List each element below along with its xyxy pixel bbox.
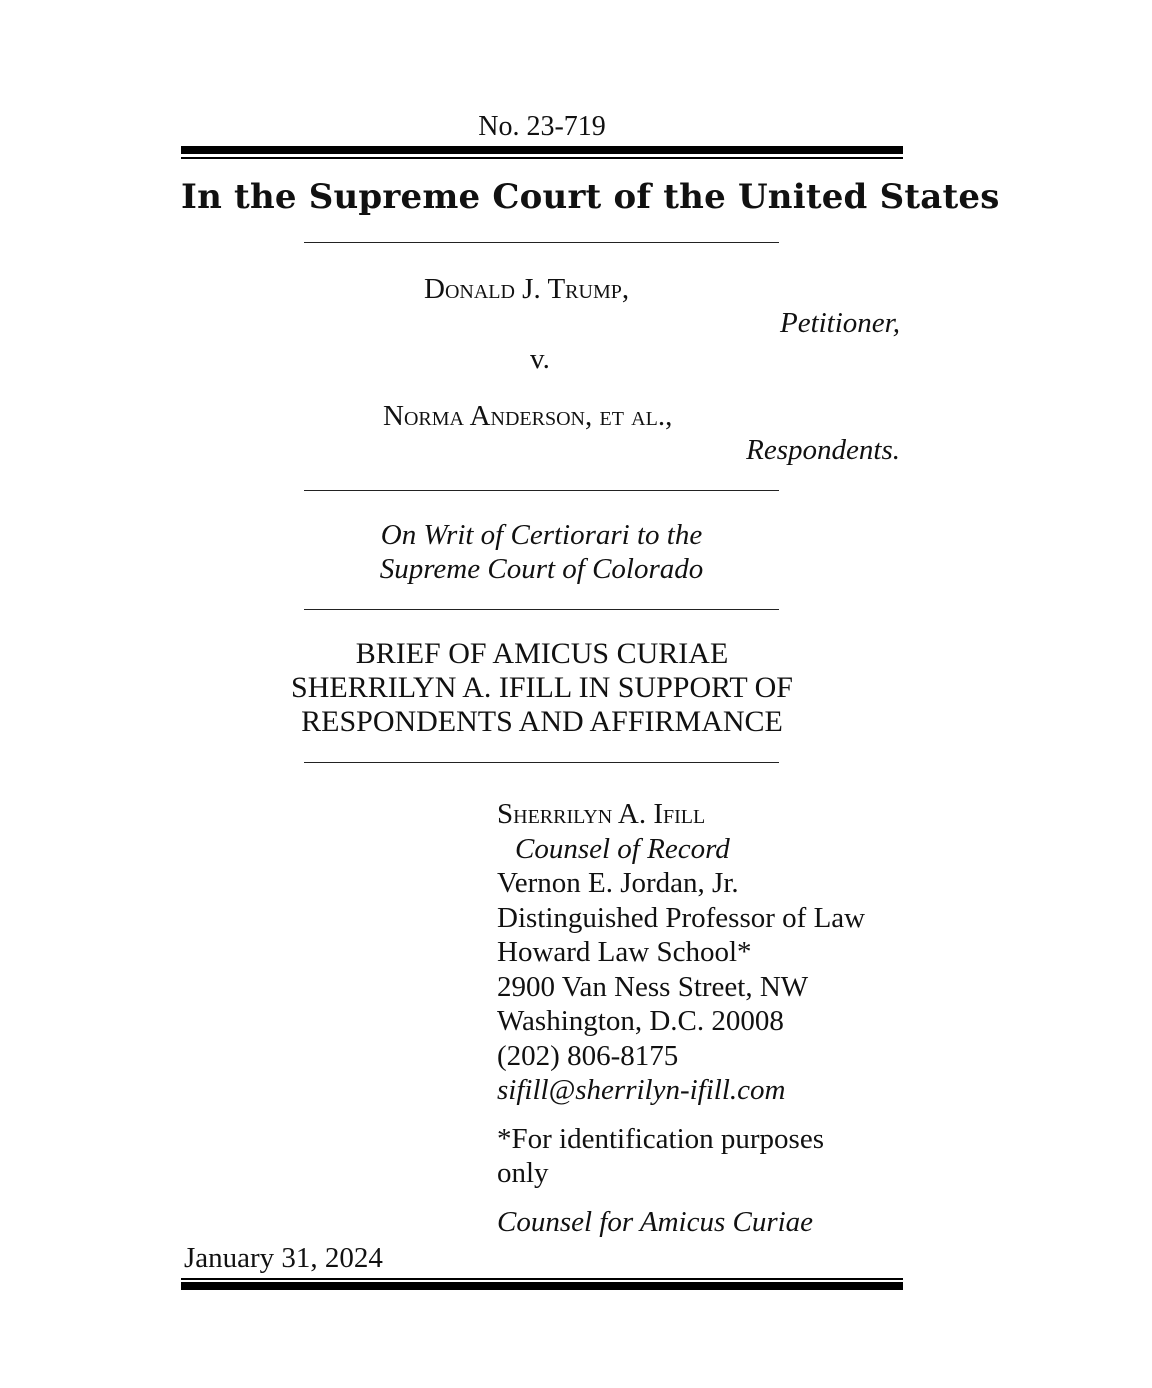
petitioner-role: Petitioner, xyxy=(779,307,900,339)
brief-title-line-1: BRIEF OF AMICUS CURIAE xyxy=(355,637,729,670)
divider-3 xyxy=(304,609,779,610)
divider-4 xyxy=(304,762,779,763)
filing-date: January 31, 2024 xyxy=(184,1242,383,1274)
writ-line-1: On Writ of Certiorari to the xyxy=(380,519,703,551)
docket-number: No. 23-719 xyxy=(478,111,606,142)
petitioner-name: Donald J. Trump, xyxy=(424,273,630,305)
counsel-title-2: Distinguished Professor of Law xyxy=(497,901,866,934)
divider-1 xyxy=(304,242,779,243)
respondent-name: Norma Anderson, et al., xyxy=(383,400,673,432)
respondent-role: Respondents. xyxy=(746,434,900,466)
top-thin-rule xyxy=(181,157,903,159)
brief-title-line-2: SHERRILYN A. IFILL IN SUPPORT OF xyxy=(291,671,793,704)
writ-line-2: Supreme Court of Colorado xyxy=(379,553,704,585)
counsel-title-1: Vernon E. Jordan, Jr. xyxy=(497,867,739,899)
counsel-block xyxy=(497,797,917,1239)
counsel-role: Counsel for Amicus Curiae xyxy=(497,1205,814,1238)
footnote-line-2: only xyxy=(497,1157,549,1189)
counsel-address-2: Washington, D.C. 20008 xyxy=(497,1005,784,1037)
brief-title xyxy=(200,637,884,739)
court-title: In the Supreme Court of the United States xyxy=(181,177,1000,217)
footnote-line-1: *For identification purposes xyxy=(497,1122,825,1155)
counsel-institution: Howard Law School* xyxy=(497,936,752,968)
bottom-thin-rule xyxy=(181,1278,903,1280)
writ-of-certiorari xyxy=(304,518,779,586)
bottom-thick-rule xyxy=(181,1282,903,1290)
brief-title-line-3: RESPONDENTS AND AFFIRMANCE xyxy=(301,705,783,738)
counsel-phone: (202) 806-8175 xyxy=(497,1039,679,1072)
counsel-designation: Counsel of Record xyxy=(515,832,730,865)
counsel-address-1: 2900 Van Ness Street, NW xyxy=(497,970,809,1003)
divider-2 xyxy=(304,490,779,491)
top-thick-rule xyxy=(181,146,903,154)
counsel-name: Sherrilyn A. Ifill xyxy=(497,798,706,830)
counsel-email: sifill@sherrilyn-ifill.com xyxy=(497,1074,786,1106)
versus: v. xyxy=(530,343,550,375)
